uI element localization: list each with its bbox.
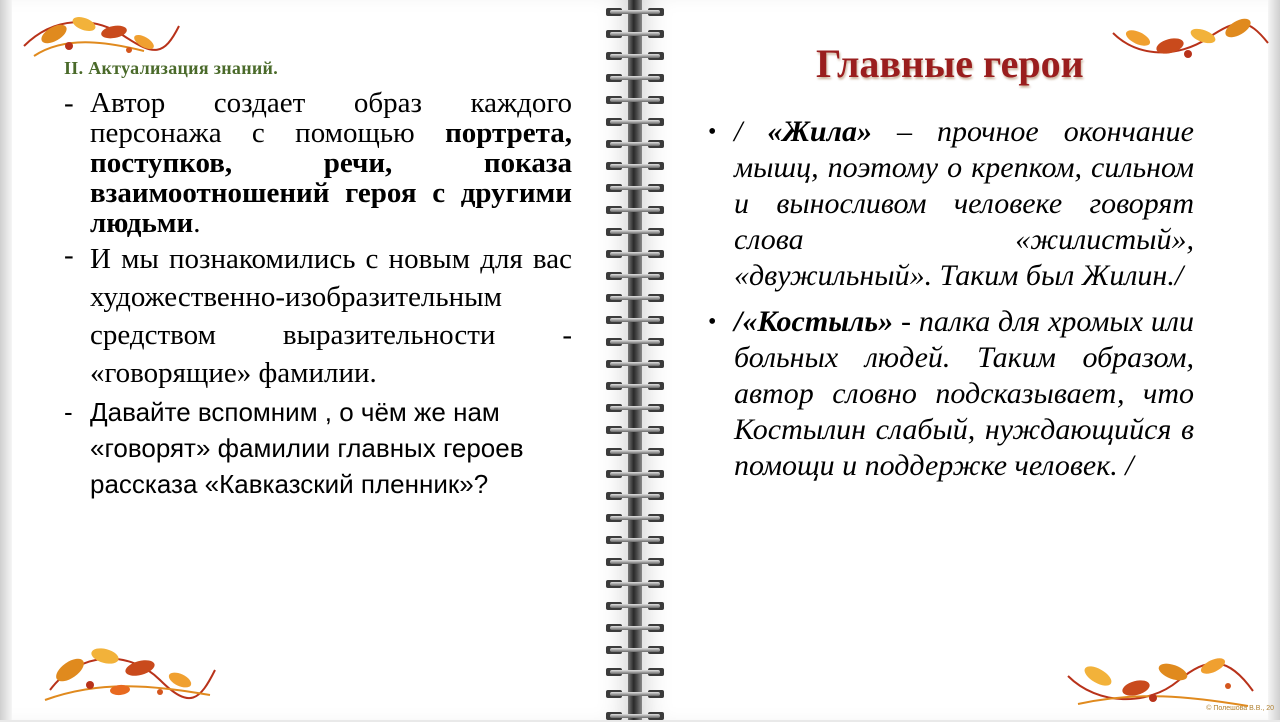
list-item (708, 114, 1194, 294)
dash-marker: - (64, 397, 73, 427)
autumn-ornament-top-left (14, 6, 184, 66)
list-item (64, 394, 572, 502)
item-text-pre: Автор создает образ каждого персонажа с помощью (90, 87, 572, 149)
autumn-ornament-top-right (1108, 8, 1273, 68)
spiral-ring (600, 402, 670, 414)
item-definition: – прочное окончание мышц, поэтому о крепком, сильном и выносливом человеке говорят слова «жилистый», «двужильный». Таким был Жилин./ (734, 115, 1194, 292)
spiral-ring (600, 710, 670, 722)
spiral-ring (600, 446, 670, 458)
spiral-ring (600, 270, 670, 282)
spiral-ring (600, 182, 670, 194)
spiral-ring (600, 94, 670, 106)
section-heading: II. Актуализация знаний. (64, 58, 279, 78)
dash-marker: - (64, 87, 74, 119)
dash-marker: - (64, 239, 74, 271)
spiral-ring (600, 490, 670, 502)
list-item (708, 304, 1194, 484)
item-text (734, 304, 1194, 484)
spiral-ring (600, 336, 670, 348)
spiral-ring (600, 160, 670, 172)
right-text-block (708, 114, 1194, 494)
item-text (90, 88, 572, 238)
item-term: «Костыль» (742, 305, 894, 338)
item-text: И мы познакомились с новым для вас художественно-изобразительным средством выразительности - «говорящие» фамилии. (90, 243, 572, 389)
spiral-ring (600, 380, 670, 392)
spiral-ring (600, 600, 670, 612)
spiral-binding (600, 0, 670, 720)
spiral-ring (600, 138, 670, 150)
spiral-ring (600, 204, 670, 216)
spiral-ring (600, 292, 670, 304)
spiral-ring (600, 314, 670, 326)
spiral-ring (600, 556, 670, 568)
spiral-ring (600, 358, 670, 370)
right-page-edge (1268, 0, 1280, 720)
spiral-ring (600, 622, 670, 634)
spiral-ring (600, 72, 670, 84)
item-lead: / (734, 305, 743, 338)
list-item (64, 240, 572, 392)
autumn-ornament-bottom-left (40, 630, 220, 710)
spiral-ring (600, 248, 670, 260)
list-item (64, 88, 572, 238)
item-text-post: . (193, 207, 201, 239)
slide-title: Главные герои (816, 41, 1084, 86)
spiral-ring (600, 50, 670, 62)
spiral-ring (600, 226, 670, 238)
spiral-ring (600, 6, 670, 18)
spiral-ring (600, 644, 670, 656)
autumn-ornament-bottom-right (1058, 636, 1258, 716)
spiral-ring (600, 534, 670, 546)
spiral-ring (600, 578, 670, 590)
copyright-credit: © Полешова В.В., 20 (1206, 705, 1274, 712)
spiral-ring (600, 468, 670, 480)
spiral-ring (600, 512, 670, 524)
item-text (734, 114, 1194, 294)
spiral-ring (600, 28, 670, 40)
bullet-marker: • (708, 309, 717, 335)
left-text-block (64, 88, 572, 504)
item-text-bold: портрета, поступков, речи, показа взаимоотношений героя с другими людьми (90, 117, 572, 239)
item-text: Давайте вспомним , о чём же нам «говорят» фамилии главных героев рассказа «Кавказский пленник»? (90, 397, 524, 499)
spiral-ring (600, 116, 670, 128)
spiral-ring (600, 666, 670, 678)
spiral-ring (600, 424, 670, 436)
item-term: «Жила» (767, 115, 872, 148)
item-definition: - палка для хромых или больных людей. Таким образом, автор словно подсказывает, что Костылин слабый, нуждающийся в помощи и поддержке человек. / (734, 305, 1194, 482)
left-page-edge (0, 0, 12, 720)
item-lead: / (734, 115, 768, 148)
spiral-ring (600, 688, 670, 700)
bullet-marker: • (708, 119, 717, 145)
